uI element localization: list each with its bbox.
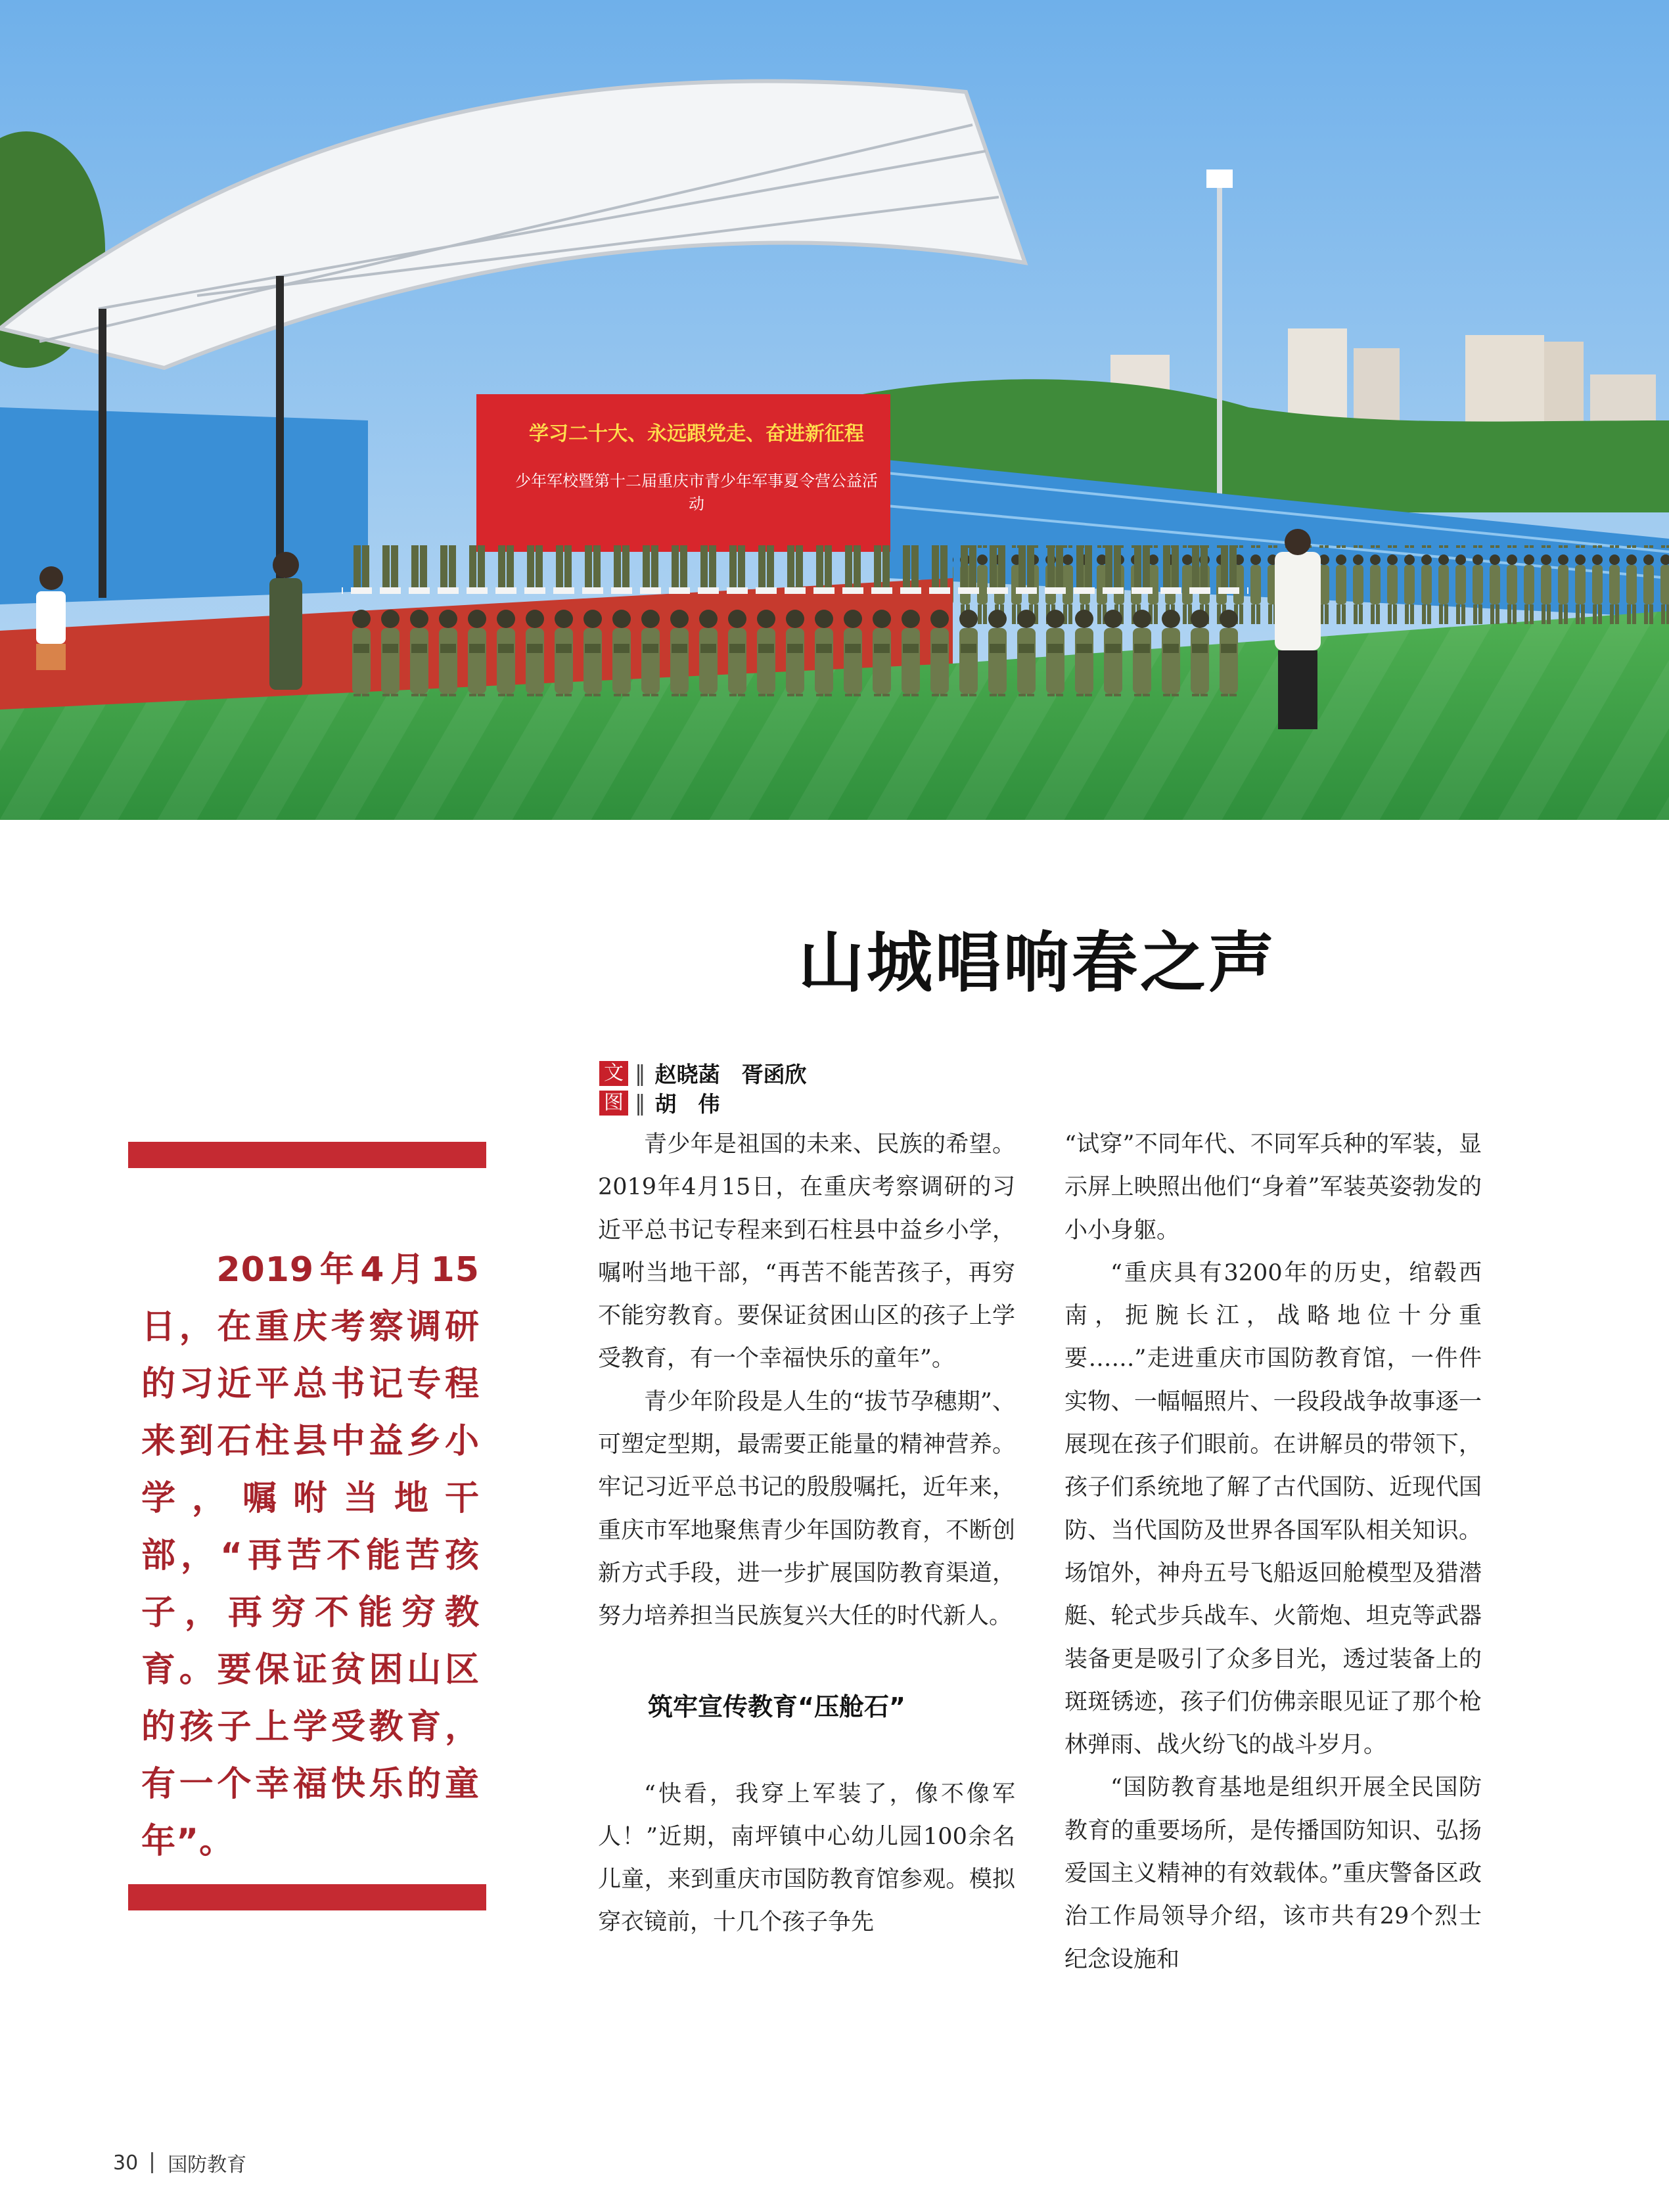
byline-tag-text: 文	[599, 1061, 628, 1086]
paragraph: 青少年阶段是人生的“拔节孕穗期”、可塑定型期，最需要正能量的精神营养。牢记习近平总书记的殷殷嘱托，近年来，重庆市军地聚焦青少年国防教育，不断创新方式手段，进一步扩展国防教育渠道，努力培养担当民族复兴大任的时代新人。	[598, 1388, 1015, 1630]
byline-text	[599, 1058, 807, 1089]
paragraph: “国防教育基地是组织开展全民国防教育的重要场所，是传播国防知识、弘扬爱国主义精神的有效载体。”重庆警备区政治工作局领导介绍，该市共有29个烈士纪念设施和	[1064, 1774, 1482, 1973]
byline-divider: ‖	[635, 1090, 646, 1116]
section-subheading: 筑牢宣传教育“压舱石”	[648, 1692, 905, 1721]
paragraph: “重庆具有3200年的历史，绾毂西南，扼腕长江，战略地位十分重要……”走进重庆市国防教育馆，一件件实物、一幅幅照片、一段段战争故事逐一展现在孩子们眼前。在讲解员的带领下，孩子们系统地了解了古代国防、近现代国防、当代国防及世界各国军队相关知识。场馆外，神舟五号飞船返回舱模型及猎潜艇、轮式步兵战车、火箭炮、坦克等武器装备更是吸引了众多目光，透过装备上的斑斑锈迹，孩子们仿佛亲眼见证了那个枪林弹雨、战火纷飞的战斗岁月。	[1064, 1259, 1482, 1759]
hero-photo	[0, 0, 1669, 820]
pullquote-rule-top	[128, 1142, 486, 1168]
page-footer	[113, 2148, 246, 2177]
pull-quote	[141, 1242, 480, 1870]
footer-divider	[151, 2152, 153, 2173]
article-title: 山城唱响春之声	[798, 924, 1277, 1001]
body-column-right	[1064, 1123, 1482, 1981]
banner-title: 学习二十大、永远跟党走、奋进新征程	[529, 422, 864, 445]
byline-photo	[599, 1087, 720, 1118]
banner-subtitle: 少年军校暨第十二届重庆市青少年军事夏令营公益活动	[515, 472, 878, 513]
byline-divider: ‖	[635, 1060, 646, 1086]
pull-quote-text: 2019年4月15日，在重庆考察调研的习近平总书记专程来到石柱县中益乡小学，嘱咐当地干部，“再苦不能苦孩子，再穷不能穷教育。要保证贫困山区的孩子上学受教育，有一个幸福快乐的童年”。	[141, 1250, 480, 1861]
page-number: 30	[113, 2151, 139, 2175]
paragraph: “快看，我穿上军装了，像不像军人！”近期，南坪镇中心幼儿园100余名儿童，来到重庆市国防教育馆参观。模拟穿衣镜前，十几个孩子争先	[598, 1780, 1015, 1936]
paragraph: 青少年是祖国的未来、民族的希望。2019年4月15日，在重庆考察调研的习近平总书记专程来到石柱县中益乡小学，嘱咐当地干部，“再苦不能苦孩子，再穷不能穷教育。要保证贫困山区的孩子上学受教育，有一个幸福快乐的童年”。	[598, 1131, 1015, 1372]
body-column-left	[598, 1123, 1015, 1945]
byline-authors: 赵晓菡 胥函欣	[654, 1062, 807, 1087]
paragraph-continued: “试穿”不同年代、不同军兵种的军装，显示屏上映照出他们“身着”军装英姿勃发的小小身躯。	[1064, 1131, 1482, 1244]
byline-photographer: 胡 伟	[654, 1091, 720, 1117]
byline-tag-photo: 图	[599, 1091, 628, 1116]
magazine-name: 国防教育	[168, 2154, 247, 2177]
stadium-scene	[0, 0, 1669, 820]
pullquote-rule-bottom	[128, 1884, 486, 1910]
